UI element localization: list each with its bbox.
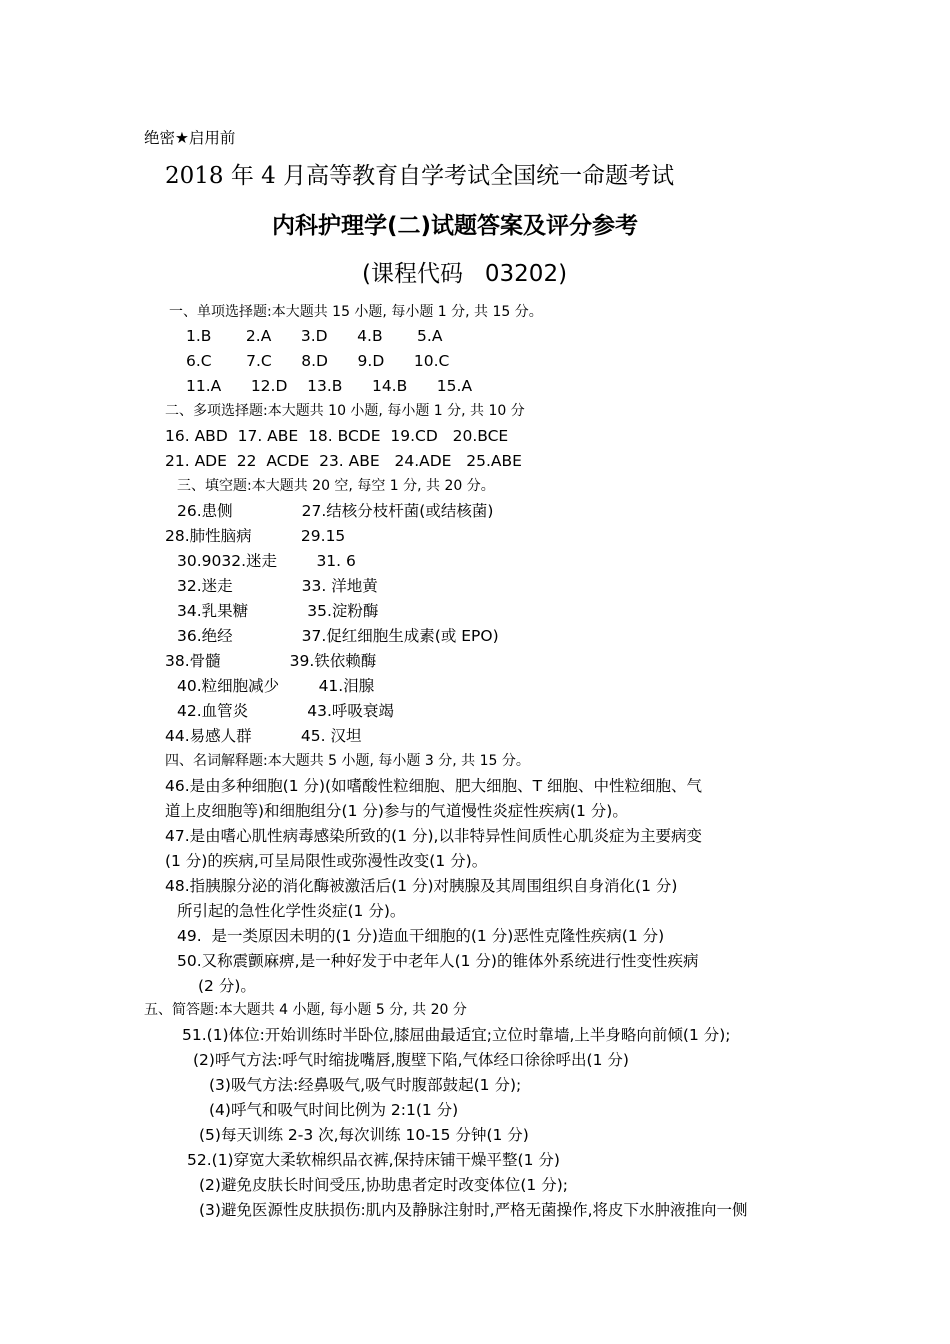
answer-row: 38.骨髓 39.铁依赖酶 — [165, 652, 377, 670]
answer-row: 21. ADE 22 ACDE 23. ABE 24.ADE 25.ABE — [165, 452, 522, 470]
paragraph-line: (2)呼气方法:呼气时缩拢嘴唇,腹壁下陷,气体经口徐徐呼出(1 分) — [193, 1051, 629, 1069]
answer-row: 28.肺性脑病 29.15 — [165, 527, 346, 545]
secret-mark: 绝密★启用前 — [144, 129, 236, 147]
section5-heading: 五、简答题:本大题共 4 小题, 每小题 5 分, 共 20 分 — [144, 1002, 467, 1018]
paragraph-line: 49. 是一类原因未明的(1 分)造血干细胞的(1 分)恶性克隆性疾病(1 分) — [177, 927, 665, 945]
paragraph-line: (3)吸气方法:经鼻吸气,吸气时腹部鼓起(1 分); — [209, 1076, 522, 1094]
answer-row: 11.A 12.D 13.B 14.B 15.A — [186, 377, 473, 395]
exam-title: 2018 年 4 月高等教育自学考试全国统一命题考试 — [165, 163, 675, 189]
answer-row: 6.C 7.C 8.D 9.D 10.C — [186, 352, 450, 370]
answer-row: 44.易感人群 45. 汉坦 — [165, 727, 362, 745]
paragraph-line: 51.(1)体位:开始训练时半卧位,膝屈曲最适宜;立位时靠墙,上半身略向前倾(1 分); — [182, 1026, 731, 1044]
course-code: (课程代码 03202) — [362, 261, 568, 287]
subject-title: 内科护理学(二)试题答案及评分参考 — [272, 213, 639, 239]
paragraph-line: (4)呼气和吸气时间比例为 2:1(1 分) — [209, 1101, 459, 1119]
paragraph-line: (2)避免皮肤长时间受压,协助患者定时改变体位(1 分); — [199, 1176, 568, 1194]
section1-heading: 一、单项选择题:本大题共 15 小题, 每小题 1 分, 共 15 分。 — [169, 304, 543, 320]
answer-row: 30.9032.迷走 31. 6 — [177, 552, 356, 570]
answer-row: 40.粒细胞减少 41.泪腺 — [177, 677, 375, 695]
paragraph-line: 48.指胰腺分泌的消化酶被激活后(1 分)对胰腺及其周围组织自身消化(1 分) — [165, 877, 678, 895]
paragraph-line: (5)每天训练 2-3 次,每次训练 10-15 分钟(1 分) — [199, 1126, 529, 1144]
answer-row: 42.血管炎 43.呼吸衰竭 — [177, 702, 394, 720]
paragraph-line: (3)避免医源性皮肤损伤:肌内及静脉注射时,严格无菌操作,将皮下水肿液推向一侧 — [199, 1201, 748, 1219]
paragraph-line: 47.是由嗜心肌性病毒感染所致的(1 分),以非特异性间质性心肌炎症为主要病变 — [165, 827, 702, 845]
answer-row: 32.迷走 33. 洋地黄 — [177, 577, 378, 595]
answer-row: 26.患侧 27.结核分枝杆菌(或结核菌) — [177, 502, 494, 520]
section4-heading: 四、名词解释题:本大题共 5 小题, 每小题 3 分, 共 15 分。 — [165, 753, 530, 769]
paragraph-line: (2 分)。 — [198, 977, 256, 995]
answer-row: 16. ABD 17. ABE 18. BCDE 19.CD 20.BCE — [165, 427, 509, 445]
paragraph-line: 道上皮细胞等)和细胞组分(1 分)参与的气道慢性炎症性疾病(1 分)。 — [165, 802, 628, 820]
answer-row: 34.乳果糖 35.淀粉酶 — [177, 602, 379, 620]
paragraph-line: 所引起的急性化学性炎症(1 分)。 — [177, 902, 406, 920]
paragraph-line: (1 分)的疾病,可呈局限性或弥漫性改变(1 分)。 — [165, 852, 488, 870]
section3-heading: 三、填空题:本大题共 20 空, 每空 1 分, 共 20 分。 — [177, 478, 495, 494]
paragraph-line: 46.是由多种细胞(1 分)(如嗜酸性粒细胞、肥大细胞、T 细胞、中性粒细胞、气 — [165, 777, 702, 795]
section2-heading: 二、多项选择题:本大题共 10 小题, 每小题 1 分, 共 10 分 — [165, 403, 525, 419]
answer-row: 1.B 2.A 3.D 4.B 5.A — [186, 327, 443, 345]
answer-row: 36.绝经 37.促红细胞生成素(或 EPO) — [177, 627, 499, 645]
paragraph-line: 50.又称震颤麻痹,是一种好发于中老年人(1 分)的锥体外系统进行性变性疾病 — [177, 952, 699, 970]
paragraph-line: 52.(1)穿宽大柔软棉织品衣裤,保持床铺干燥平整(1 分) — [187, 1151, 560, 1169]
